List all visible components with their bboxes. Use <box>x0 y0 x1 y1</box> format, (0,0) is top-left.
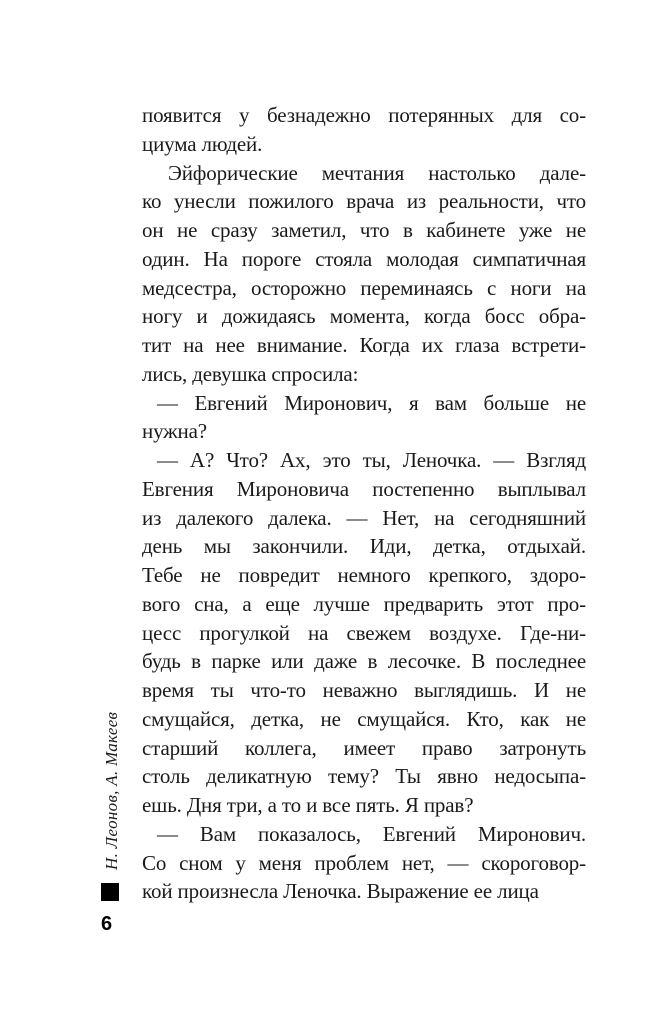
text-line: — Вам показалось, Евгений Миронович. <box>157 821 586 846</box>
text-line: один. На пороге стояла молодая симпатичная <box>142 246 586 271</box>
text-line: время ты что-то неважно выглядишь. И не <box>142 678 586 702</box>
page-number: 6 <box>101 913 113 935</box>
black-square-icon <box>101 883 119 901</box>
paragraph <box>142 389 586 447</box>
running-author-vertical <box>100 708 124 870</box>
text-line: нужна? <box>142 419 207 444</box>
text-line: Со сном у меня проблем нет, — скороговор- <box>142 850 586 875</box>
text-line: ногу и дожидаясь момента, когда босс обра- <box>142 304 586 329</box>
text-line: смущайся, детка, не смущайся. Кто, как не <box>142 706 586 731</box>
text-line: старший коллега, имеет право затронуть <box>142 735 586 760</box>
text-line: вого сна, а еще лучше предварить этот про- <box>142 591 586 616</box>
text-line: он не сразу заметил, что в кабинете уже не <box>142 218 586 242</box>
text-line: будь в парке или даже в лесочке. В последнее <box>142 649 586 674</box>
text-line: — Евгений Миронович, я вам больше не <box>157 390 586 415</box>
text-line: появится у безнадежно потерянных для со- <box>142 103 586 127</box>
text-line: цесс прогулкой на свежем воздухе. Где-ни- <box>142 620 586 645</box>
body-text-column <box>142 101 586 906</box>
text-line: кой произнесла Леночка. Выражение ее лица <box>142 879 539 904</box>
paragraph <box>142 101 586 159</box>
text-line: Тебе не повредит немного крепкого, здоро- <box>142 563 586 587</box>
text-line: лись, девушка спросила: <box>142 361 359 386</box>
paragraph <box>142 820 586 906</box>
paragraph <box>142 446 586 820</box>
text-line: медсестра, осторожно переминаясь с ноги на <box>142 275 586 300</box>
text-line: ко унесли пожилого врача из реальности, что <box>142 189 586 214</box>
text-line: Эйфорические мечтания настолько дале- <box>168 160 586 185</box>
text-line: из далекого далека. — Нет, на сегодняшний <box>142 505 586 530</box>
text-line: циума людей. <box>142 131 263 156</box>
running-author-text: Н. Леонов, А. Макеев <box>102 711 121 870</box>
paragraph <box>142 159 586 389</box>
text-line: столь деликатную тему? Ты явно недосыпа- <box>142 764 586 789</box>
text-line: — А? Что? Ах, это ты, Леночка. — Взгляд <box>157 448 586 472</box>
text-line: тит на нее внимание. Когда их глаза встрети- <box>142 333 586 357</box>
text-line: ешь. Дня три, а то и все пять. Я прав? <box>142 793 474 817</box>
text-line: Евгения Мироновича постепенно выплывал <box>142 476 586 501</box>
text-line: день мы закончили. Иди, детка, отдыхай. <box>142 534 586 559</box>
